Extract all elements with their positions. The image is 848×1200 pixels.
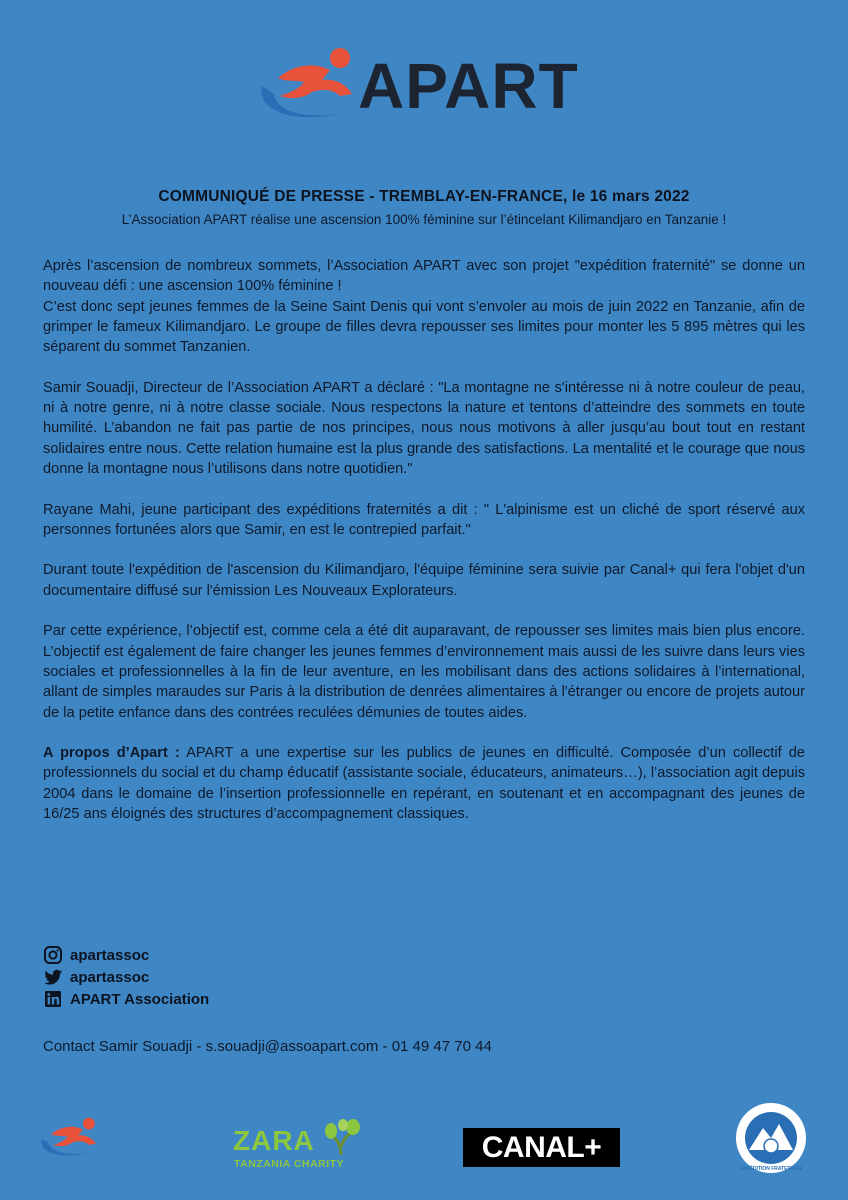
social-instagram[interactable] (43, 944, 443, 966)
logo-wordmark: APART (358, 50, 579, 122)
zara-logo (228, 1115, 363, 1175)
zara-name: ZARA (233, 1125, 315, 1156)
paragraph-quote-director: Samir Souadji, Directeur de l’Association APART a déclaré : "La montagne ne s'intéresse ni à notre couleur de peau, ni à notre genre, ni à notre classe sociale. Nous respectons la nature et tentons d’atteindre des sommets en toute humilité. L’abandon ne fait pas partie de nos principes, nous nous motivons à aller jusqu’au bout tout en restant solidaires entre nous. Cette relation humaine est la plus grande des satisfactions. La mentalité et le courage que nous donne la montagne nous l’utilisons dans notre quotidien." (43, 379, 805, 477)
contact-line: Contact Samir Souadji - s.souadji@assoapart.com - 01 49 47 70 44 (43, 1038, 492, 1055)
linkedin-name[interactable]: APART Association (70, 990, 210, 1008)
expedition-fraternite-badge (735, 1102, 807, 1174)
paragraph-about (43, 743, 805, 824)
paragraph-quote-participant: Rayane Mahi, jeune participant des expéditions fraternités a dit : " L'alpinisme est un cliché de sport réservé aux personnes fortunées alors que Samir, en est le contrepied parfait." (43, 501, 805, 538)
about-label: A propos d’Apart : (43, 745, 180, 762)
linkedin-icon (43, 989, 63, 1009)
instagram-handle[interactable]: apartassoc (70, 946, 150, 964)
zara-subtitle: TANZANIA CHARITY (234, 1158, 345, 1170)
paragraph-canal: Durant toute l'expédition de l'ascension du Kilimandjaro, l'équipe féminine sera suivie par Canal+ qui fera l'objet d'un documentaire diffusé sur l'émission Les Nouveaux Explorateurs. (43, 562, 805, 599)
press-body (43, 256, 805, 845)
press-title: COMMUNIQUÉ DE PRESSE - TREMBLAY-EN-FRANCE, le 16 mars 2022 (158, 188, 690, 205)
tree-icon (323, 1117, 363, 1157)
canal-plus-logo: CANAL+ (463, 1128, 620, 1167)
runner-logo-icon (254, 38, 364, 133)
apart-mini-logo-icon (38, 1115, 103, 1160)
paragraph-intro-line2: C’est donc sept jeunes femmes de la Seine Saint Denis qui vont s’envoler au mois de juin 2022 en Tanzanie, afin de grimper le fameux Kilimandjaro. Le groupe de filles devra repousser ses limites pour monter les 5 895 mètres qui les séparent du sommet Tanzanien. (43, 298, 805, 356)
apart-logo (254, 38, 604, 133)
social-linkedin[interactable] (43, 988, 443, 1010)
social-twitter[interactable] (43, 966, 443, 988)
instagram-icon (43, 945, 63, 965)
social-links (43, 944, 443, 1010)
press-subtitle: L’Association APART réalise une ascension 100% féminine sur l’étincelant Kilimandjaro en Tanzanie ! (121, 212, 727, 227)
paragraph-objective: Par cette expérience, l’objectif est, comme cela a été dit auparavant, de repousser ses limites mais bien plus encore. L’objectif est également de faire changer les jeunes femmes d’environnement mais aussi de les suivre dans leurs vies sociales et professionnelles à la fin de leur aventure, en les mobilisant dans des actions solidaires à l’international, allant de simples maraudes sur Paris à la distribution de denrées alimentaires à l'étranger ou encore de projets autour de la petite enfance dans des contrées reculées démunies de toutes aides. (43, 623, 805, 721)
twitter-icon (43, 967, 63, 987)
twitter-handle[interactable]: apartassoc (70, 968, 150, 986)
expedition-badge-text: EXPÉDITION FRATERNITÉ (739, 1166, 803, 1172)
paragraph-intro-line1: Après l’ascension de nombreux sommets, l’Association APART avec son projet "expédition fraternité" se donne un nouveau défi : une ascension 100% féminine ! (43, 258, 805, 295)
about-text: APART a une expertise sur les publics de jeunes en difficulté. Composée d’un collectif de professionnels du social et du champ éducatif (assistante sociale, éducateurs, animateurs…), l’association agit depuis 2004 dans le domaine de l’insertion professionnelle en repérant, en soutenant et en accompagnant des jeunes de 16/25 ans éloignés des structures d’accompagnement classiques. (43, 745, 805, 823)
paragraph-intro (43, 256, 805, 357)
